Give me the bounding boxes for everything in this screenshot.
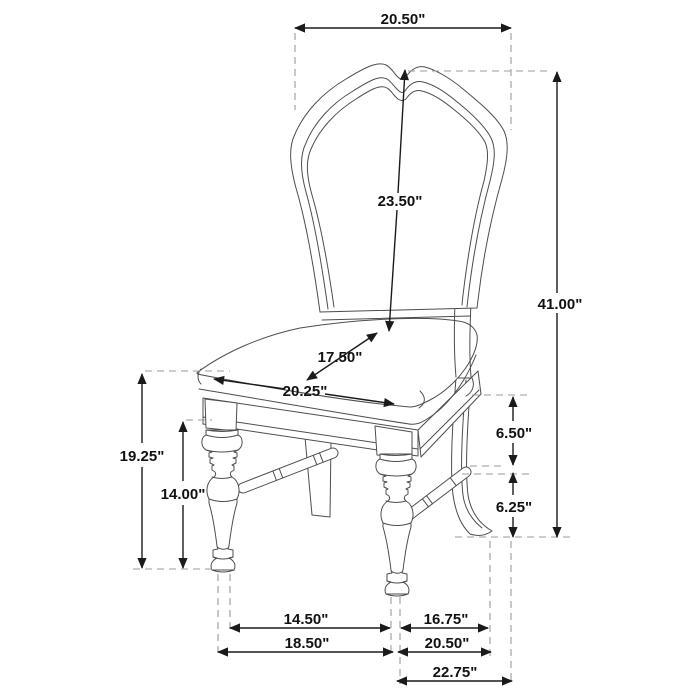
dim-apron-to-stretcher [496,397,532,465]
dim-top-width [295,11,511,28]
dim-label-legs-inner-depth: 16.75" [423,611,469,628]
rear-left-leg [305,437,331,517]
dim-legs-outer-width [218,635,393,652]
dim-stretcher-to-floor [496,473,532,537]
dim-label-top-width: 20.50" [380,11,426,28]
apron-left-corner-block [205,399,237,431]
front-right-leg [376,454,416,596]
dim-label-apron-to-stretcher: 6.50" [495,425,533,442]
apron-right-corner-block [375,426,412,458]
dim-label-stretcher-to-floor: 6.25" [495,499,533,516]
dim-label-legs-outer-depth: 20.50" [424,635,470,652]
dim-label-legs-outer-width: 18.50" [284,635,330,652]
dim-label-front-leg-height: 14.00" [160,486,206,503]
dim-label-legs-inner-width: 14.50" [283,611,329,628]
dim-legs-inner-depth [401,611,488,628]
dim-label-overall-height: 41.00" [537,296,583,313]
dim-overall-depth [397,664,512,681]
dim-front-leg-height [161,422,206,568]
backrest [291,64,508,320]
dim-label-seat-depth: 17.50" [317,349,363,366]
dim-label-seat-width: 20.25" [282,383,328,400]
dim-legs-outer-depth [398,635,491,652]
dim-label-overall-depth: 22.75" [432,664,478,681]
dim-legs-inner-width [230,611,390,628]
dim-overall-height [538,72,583,537]
dim-label-seat-height: 19.25" [119,448,165,465]
dim-seat-height [120,374,165,568]
chair-drawing [197,64,507,596]
dim-label-back-height: 23.50" [377,193,423,210]
front-left-leg [202,430,242,572]
